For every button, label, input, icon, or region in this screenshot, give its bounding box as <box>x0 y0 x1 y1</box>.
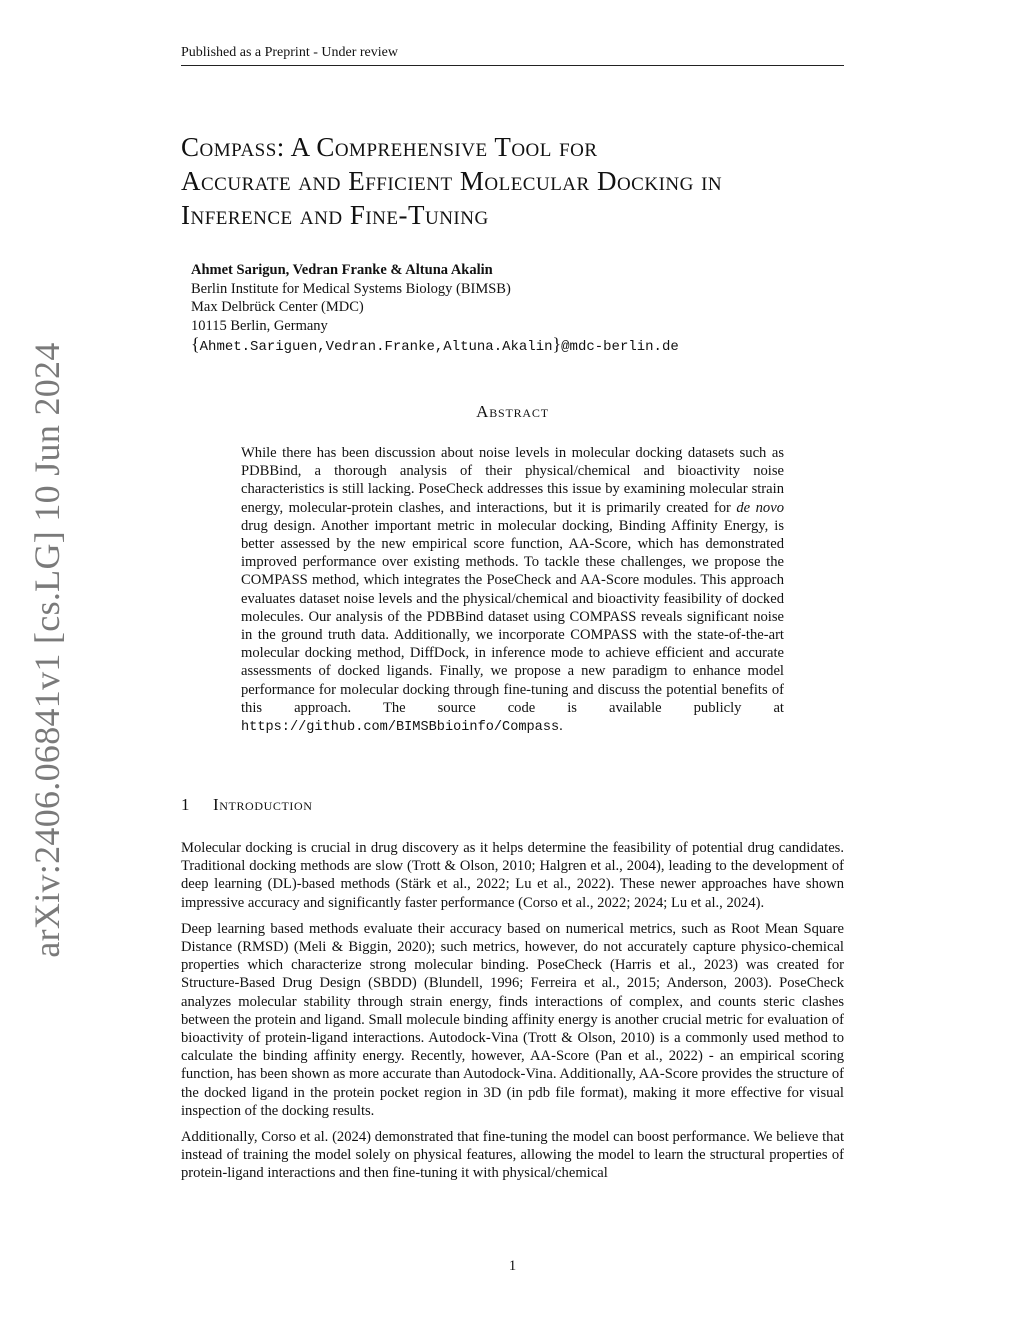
paper-title <box>181 130 861 232</box>
email-domain: @mdc-berlin.de <box>561 339 679 355</box>
title-line-2: Accurate and Efficient Molecular Docking in <box>181 166 723 196</box>
abstract-italic: de novo <box>736 499 784 516</box>
author-names: Ahmet Sarigun, Vedran Franke & Altuna Akalin <box>191 262 493 278</box>
intro-paragraph-1: Molecular docking is crucial in drug discovery as it helps determine the feasibility of potential drug candidates. Traditional docking methods are slow (Trott & Olson, 2010; Halgren et al., 2004), leading to the development of deep learning (DL)-based methods (Stärk et al., 2022; Lu et al., 2022). These newer approaches have shown impressive accuracy and significantly faster performance (Corso et al., 2022; 2024; Lu et al., 2024). <box>181 840 844 911</box>
abstract-text-2: drug design. Another important metric in molecular docking, Binding Affinity Energy, is better assessed by the new empirical score function, AA-Score, which has demonstrated improved performance over existing methods. To tackle these challenges, we propose the COMPASS method, which integrates the PoseCheck and AA-Score modules. This approach evaluates dataset noise levels and the physical/chemical and bioactivity feasibility of docked molecules. Our analysis of the PDBBind dataset using COMPASS reveals significant noise in the ground truth data. Additionally, we incorporate COMPASS with the state-of-the-art molecular docking method, DiffDock, in inference mode to achieve efficient and accurate assessments of docked ligands. Finally, we propose a new paradigm to enhance model performance for molecular docking through fine-tuning and discuss the potential benefits of this approach. The source code is available publicly at <box>241 517 784 716</box>
affiliation-center: Max Delbrück Center (MDC) <box>191 299 364 315</box>
arxiv-identifier: arXiv:2406.06841v1 [cs.LG] 10 Jun 2024 <box>27 342 67 958</box>
title-line-1: Compass: A Comprehensive Tool for <box>181 132 598 162</box>
section-heading-introduction <box>181 795 844 815</box>
section-number: 1 <box>181 795 191 814</box>
author-block <box>191 261 841 357</box>
page-number: 1 <box>508 1258 517 1274</box>
section-title: Introduction <box>213 795 313 814</box>
intro-paragraph-2: Deep learning based methods evaluate their accuracy based on numerical metrics, such as Root Mean Square Distance (RMSD) (Meli & Biggin, 2020); such metrics, however, do not accurately capture physico-chemical properties which characterize strong molecular binding. PoseCheck (Harris et al., 2023) was created for Structure-Based Drug Design (SBDD) (Blundell, 1996; Ferreira et al., 2015; Anderson, 2003). PoseCheck analyzes molecular stability through strain energy, finds interactions of complex, and counts steric clashes between the protein and ligand. Small molecule binding affinity energy is another crucial metric for evaluation of bioactivity of protein-ligand interactions. Autodock-Vina (Trott & Olson, 2010) is a commonly used method to calculate the binding affinity energy. Recently, however, AA-Score (Pan et al., 2022) - an empirical scoring function, has been shown as more accurate than Autodock-Vina. Additionally, AA-Score provides the structure of the docked ligand in the protein pocket region in 3D (in pdb file format), making it more effective for visual inspection of the docking results. <box>181 920 844 1119</box>
abstract-end: . <box>559 718 563 735</box>
running-header: Published as a Preprint - Under review <box>181 44 844 66</box>
email-names: Ahmet.Sariguen,Vedran.Franke,Altuna.Akalin <box>199 339 553 355</box>
abstract-heading: Abstract <box>476 402 549 421</box>
abstract-text-1: While there has been discussion about noise levels in molecular docking datasets such as PDBBind, a thorough analysis of their physical/chemical and bioactivity noise characteristics is still lacking. PoseCheck addresses this issue by examining molecular strain energy, molecular-protein clashes, and interactions, but it is primarily created for <box>241 445 784 516</box>
author-emails[interactable] <box>191 335 841 357</box>
intro-paragraph-3: Additionally, Corso et al. (2024) demonstrated that fine-tuning the model can boost performance. We believe that instead of training the model solely on physical features, allowing the model to learn the structural properties of protein-ligand interactions and then fine-tuning it with physical/chemical <box>181 1129 844 1182</box>
source-code-link[interactable]: https://github.com/BIMSBbioinfo/Compass <box>241 720 560 736</box>
abstract-body <box>241 444 784 737</box>
email-brace-open: { <box>191 334 200 354</box>
affiliation-institute: Berlin Institute for Medical Systems Biology (BIMSB) <box>191 280 511 297</box>
introduction-body <box>181 839 844 1191</box>
affiliation-address: 10115 Berlin, Germany <box>191 317 328 334</box>
title-line-3: Inference and Fine-Tuning <box>181 200 489 230</box>
email-brace-close: } <box>552 334 562 354</box>
